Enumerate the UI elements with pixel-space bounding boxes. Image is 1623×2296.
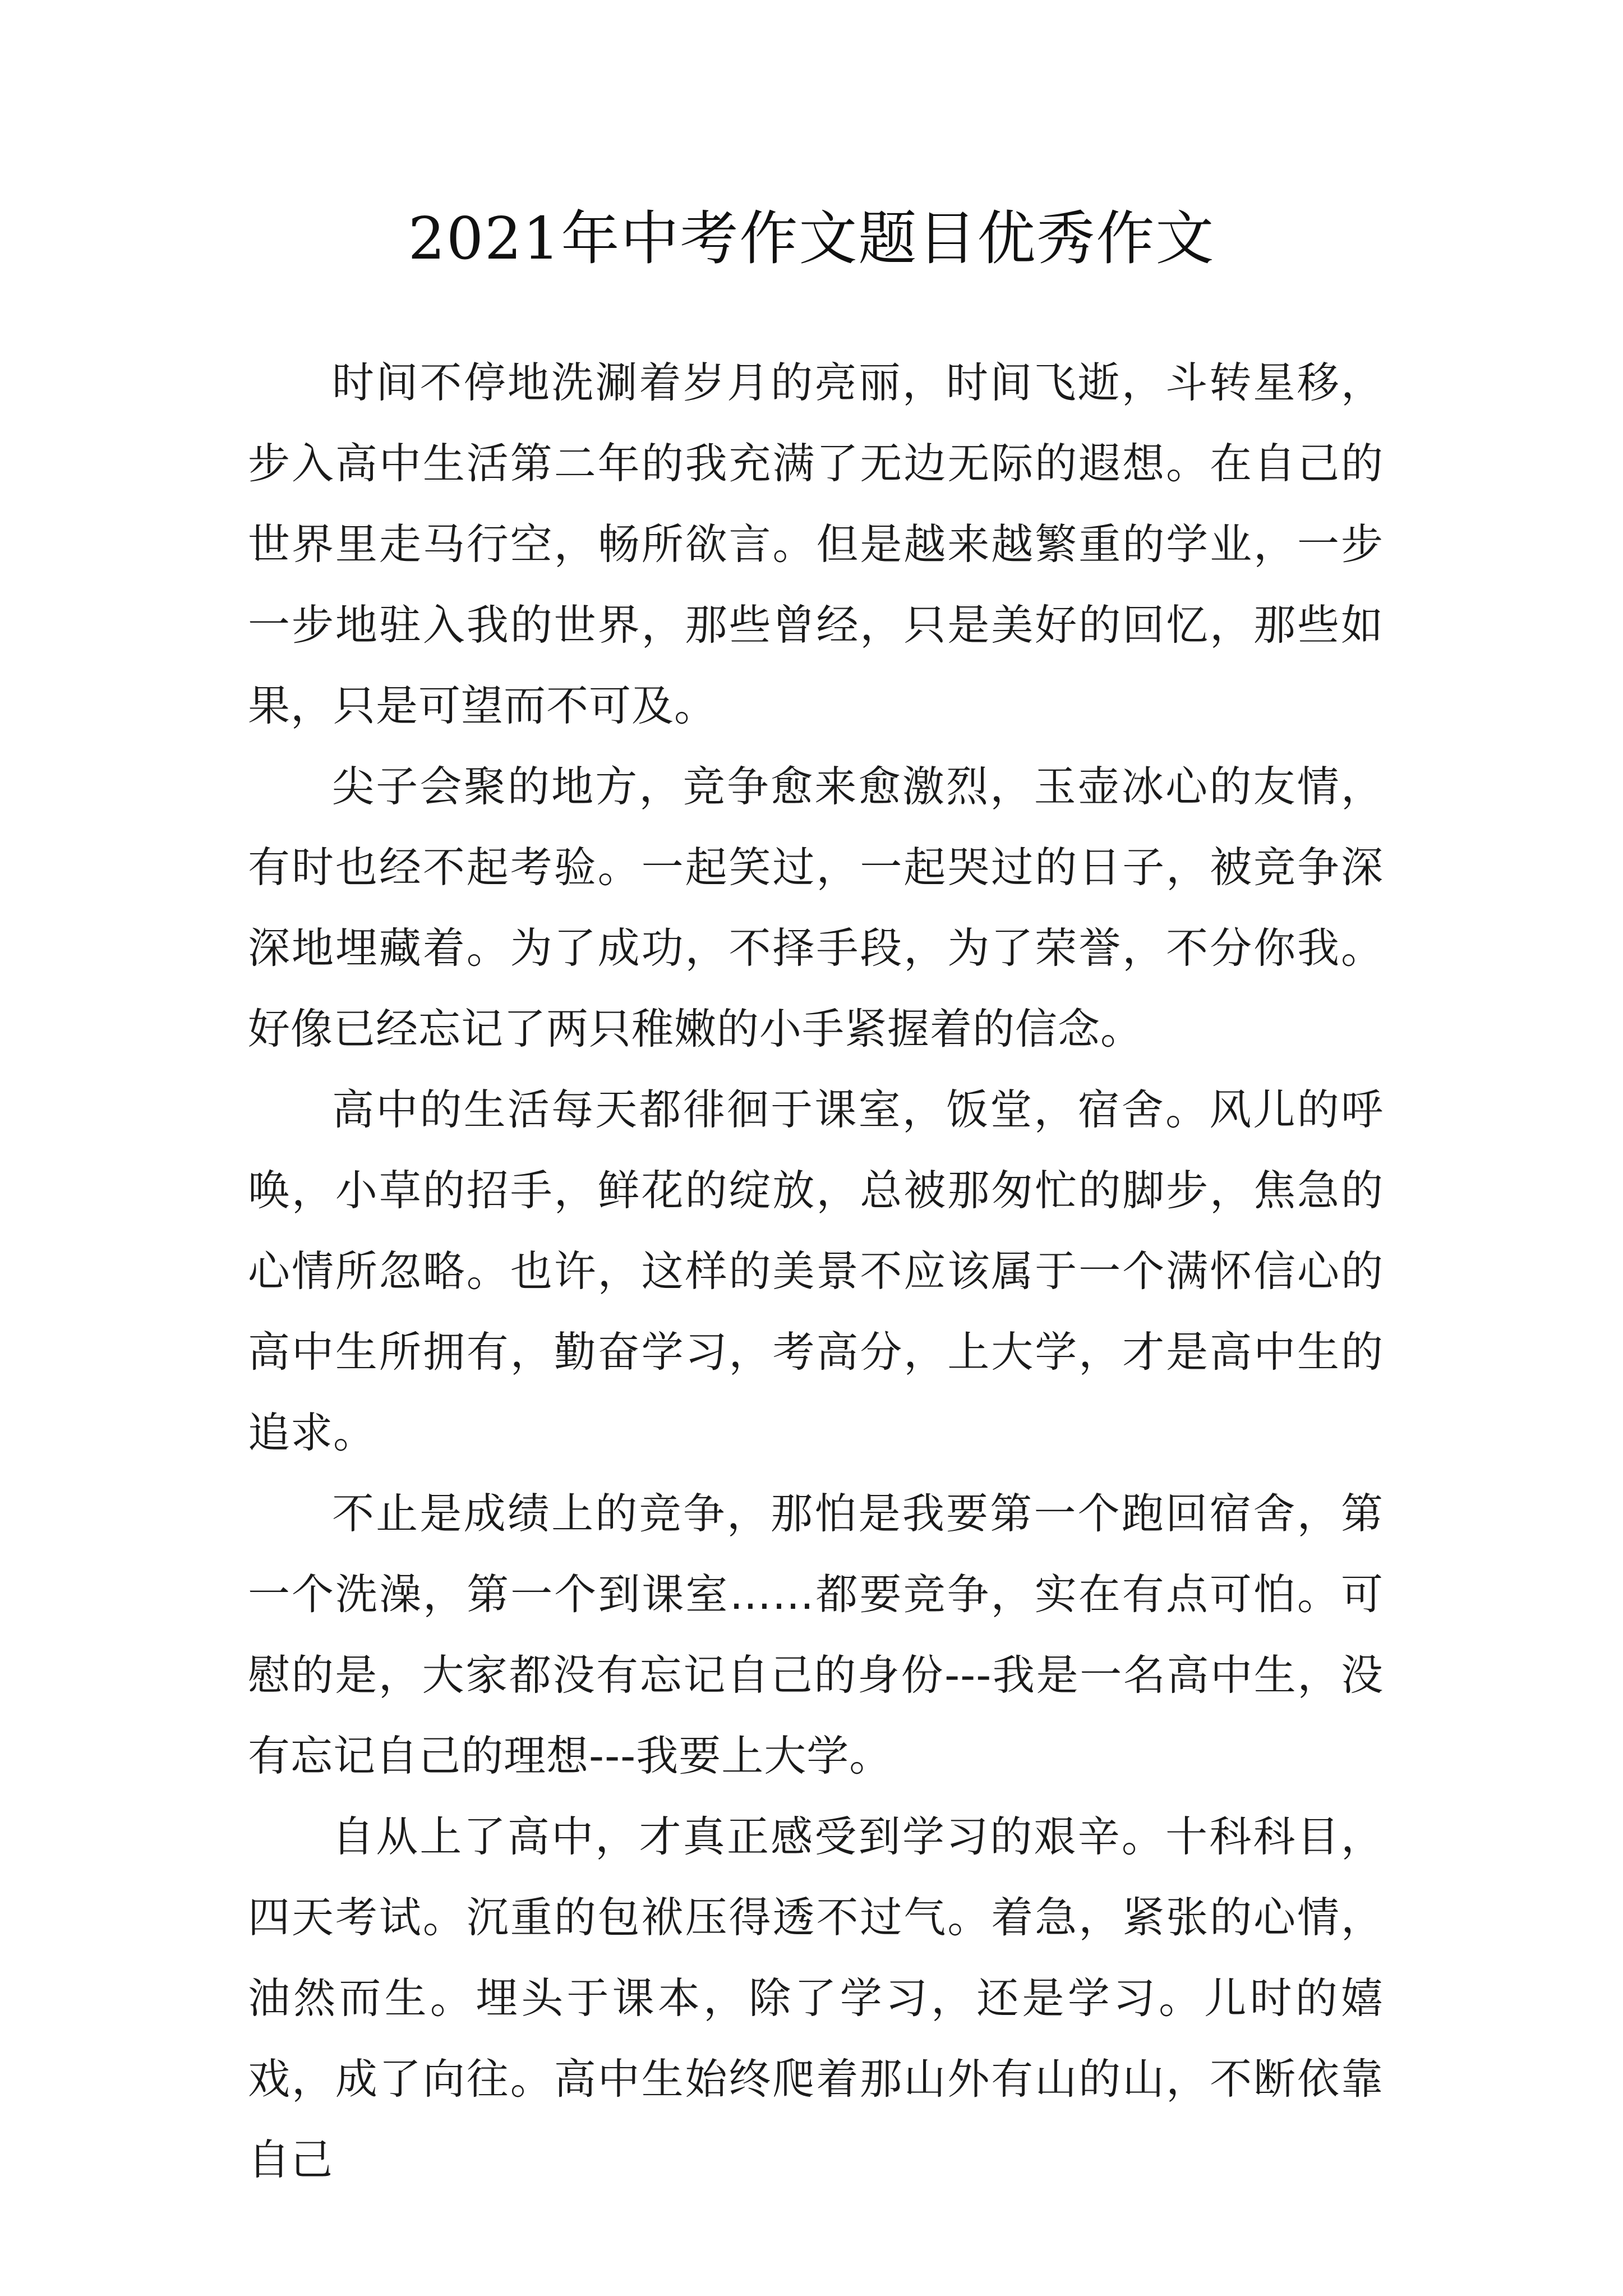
paragraph: 高中的生活每天都徘徊于课室，饭堂，宿舍。风儿的呼唤，小草的招手，鲜花的绽放，总被那匆忙的脚步，焦急的心情所忽略。也许，这样的美景不应该属于一个满怀信心的高中生所拥有，勤奋学习，考高分，上大学，才是高中生的追求。	[248, 1085, 1384, 1457]
paragraph: 时间不停地洗涮着岁月的亮丽，时间飞逝，斗转星移，步入高中生活第二年的我充满了无边无际的遐想。在自己的世界里走马行空，畅所欲言。但是越来越繁重的学业，一步一步地驻入我的世界，那些曾经，只是美好的回忆，那些如果，只是可望而不可及。	[248, 358, 1384, 730]
paragraph: 尖子会聚的地方，竞争愈来愈激烈，玉壶冰心的友情，有时也经不起考验。一起笑过，一起哭过的日子，被竞争深深地埋藏着。为了成功，不择手段，为了荣誉，不分你我。好像已经忘记了两只稚嫩的小手紧握着的信念。	[248, 762, 1384, 1053]
paragraph: 不止是成绩上的竞争，那怕是我要第一个跑回宿舍，第一个洗澡，第一个到课室……都要竞争，实在有点可怕。可慰的是，大家都没有忘记自己的身份---我是一名高中生，没有忘记自己的理想---我要上大学。	[248, 1489, 1384, 1780]
document-title: 2021年中考作文题目优秀作文	[408, 204, 1215, 273]
document-body	[248, 342, 1384, 2200]
paragraph: 自从上了高中，才真正感受到学习的艰辛。十科科目，四天考试。沉重的包袱压得透不过气。着急，紧张的心情，油然而生。埋头于课本，除了学习，还是学习。儿时的嬉戏，成了向往。高中生始终爬着那山外有山的山，不断依靠自己	[248, 1812, 1384, 2184]
